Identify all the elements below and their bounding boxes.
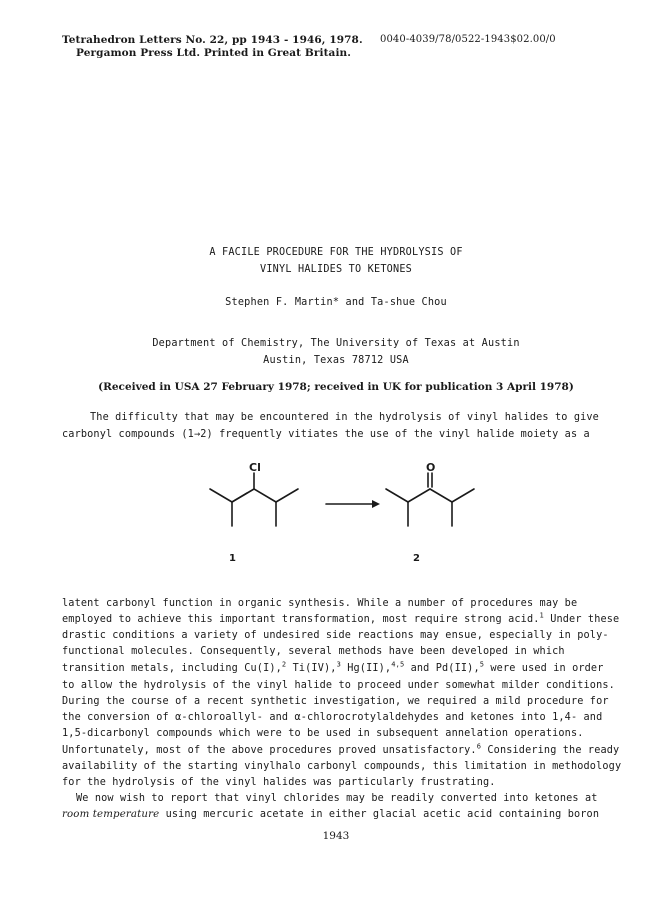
body-line: latent carbonyl function in organic synthesis. While a number of procedures may be [62, 598, 578, 609]
article-code: 0040-4039/78/0522-1943$02.00/0 [380, 34, 556, 45]
intro-line-2: carbonyl compounds (1→2) frequently vitiates the use of the vinyl halide moiety as a [62, 429, 590, 440]
title-line-1: A FACILE PROCEDURE FOR THE HYDROLYSIS OF [209, 247, 463, 258]
body-line: We now wish to report that vinyl chlorides may be readily converted into ketones at [76, 793, 598, 804]
bond [254, 489, 276, 502]
journal-citation: Tetrahedron Letters No. 22, pp 1943 - 1946, 1978. [62, 34, 363, 46]
publisher-line: Pergamon Press Ltd. Printed in Great Britain. [76, 47, 352, 59]
affiliation-line-2: Austin, Texas 78712 USA [263, 355, 409, 366]
body-line: employed to achieve this important transformation, most require strong acid.$^1$ Under these [62, 611, 620, 625]
bond [386, 489, 408, 502]
bond [430, 489, 452, 502]
body-line: Unfortunately, most of the above procedures proved unsatisfactory.$^6$ Considering the ready [62, 742, 620, 756]
body-line: During the course of a recent synthetic investigation, we required a mild procedure for [62, 696, 609, 707]
bond [276, 489, 298, 502]
arrow-head [372, 500, 380, 508]
reaction-scheme [0, 440, 672, 570]
affiliation-line-1: Department of Chemistry, The University of Texas at Austin [152, 338, 520, 349]
atom-cl: Cl [249, 461, 261, 474]
bond [210, 489, 232, 502]
bond [452, 489, 474, 502]
body-line: drastic conditions a variety of undesired side reactions may ensue, especially in poly- [62, 630, 609, 641]
page-number: 1943 [322, 830, 350, 842]
compound-label-2: 2 [413, 553, 420, 564]
body-line: availability of the starting vinylhalo carbonyl compounds, this limitation in methodology [62, 761, 622, 772]
body-line: room temperature using mercuric acetate in either glacial acetic acid containing boron [62, 809, 600, 820]
title-line-2: VINYL HALIDES TO KETONES [259, 264, 412, 275]
body-line: transition metals, including Cu(I),$^2$ Ti(IV),$^3$ Hg(II),$^{4,5}$ and Pd(II),$^5$ were used in order [62, 660, 604, 674]
bond [408, 489, 430, 502]
atom-o: O [426, 461, 436, 474]
bond-double [232, 493, 247, 502]
body-line: 1,5-dicarbonyl compounds which were to be used in subsequent annelation operations. [62, 728, 584, 739]
body-line: for the hydrolysis of the vinyl halides was particularly frustrating. [62, 777, 496, 788]
body-line: functional molecules. Consequently, several methods have been developed in which [62, 646, 565, 657]
body-line: to allow the hydrolysis of the vinyl halide to proceed under somewhat milder conditions. [62, 680, 615, 691]
intro-line-1: The difficulty that may be encountered in the hydrolysis of vinyl halides to give [90, 412, 599, 423]
compound-label-1: 1 [229, 553, 236, 564]
body-line: the conversion of α-chloroallyl- and α-chlorocrotylaldehydes and ketones into 1,4- and [62, 712, 603, 723]
authors: Stephen F. Martin* and Ta-shue Chou [225, 297, 447, 308]
received-dates: (Received in USA 27 February 1978; received in UK for publication 3 April 1978) [98, 381, 574, 393]
